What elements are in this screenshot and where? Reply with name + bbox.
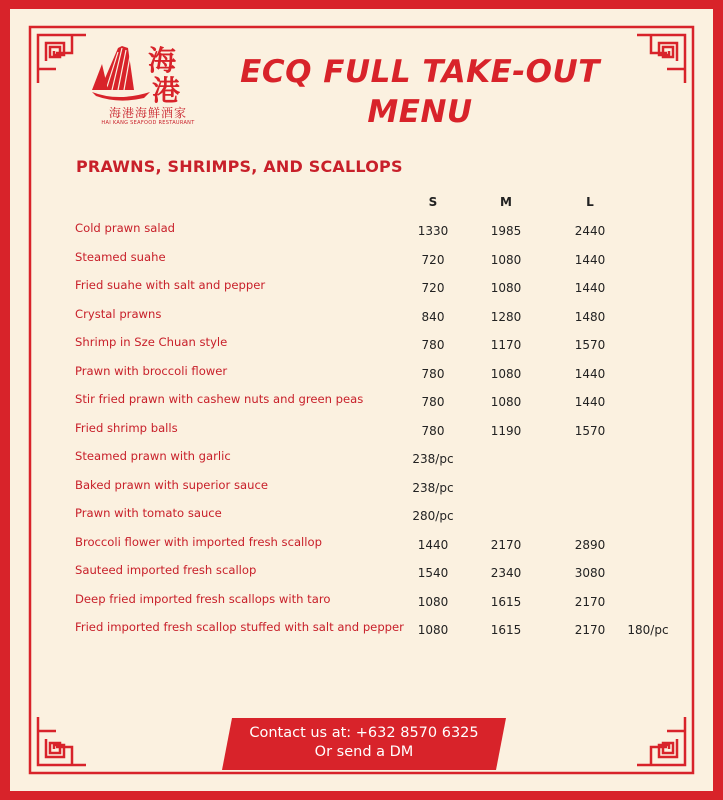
logo-chinese-name: 海港海鮮酒家 (108, 106, 187, 120)
price-small: 1540 (417, 566, 449, 580)
price-medium: 1190 (490, 423, 522, 438)
price-large: 2170 (574, 623, 606, 637)
menu-item-name: Broccoli flower with imported fresh scallop (75, 534, 322, 549)
price-small: 840 (421, 309, 445, 324)
menu-item-name: Prawn with broccoli flower (75, 363, 228, 378)
menu-item-row (0, 364, 723, 392)
contact-banner (222, 718, 506, 770)
price-extra: 180/pc (627, 623, 669, 637)
menu-item-name: Steamed suahe (75, 249, 166, 264)
price-small: 780 (421, 423, 445, 438)
menu-item-name: Fried suahe with salt and pepper (75, 278, 266, 292)
price-large: 1440 (574, 281, 606, 295)
menu-item-row (0, 250, 723, 278)
menu-item-row (0, 563, 723, 591)
price-medium: 1080 (490, 252, 522, 267)
menu-item-name: Cold prawn salad (75, 221, 176, 235)
price-medium: 1985 (490, 224, 522, 238)
price-large: 1570 (574, 423, 606, 438)
column-header-l: L (586, 195, 594, 209)
menu-item-row (0, 278, 723, 306)
price-small: 238/pc (412, 452, 454, 466)
price-small: 1330 (417, 224, 449, 238)
price-small: 238/pc (412, 480, 454, 495)
menu-item-row (0, 535, 723, 563)
menu-item-row (0, 221, 723, 249)
contact-phone: Contact us at: +632 8570 6325 (249, 725, 479, 741)
menu-item-name: Shrimp in Sze Chuan style (75, 335, 228, 349)
price-medium: 1170 (490, 338, 522, 352)
price-large: 2440 (574, 224, 606, 238)
restaurant-logo (88, 34, 208, 130)
menu-item-row (0, 335, 723, 363)
contact-dm: Or send a DM (314, 744, 414, 760)
menu-item-name: Sauteed imported fresh scallop (75, 563, 257, 577)
menu-item-name: Fried imported fresh scallop stuffed with salt and pepper (75, 620, 404, 634)
price-large: 1480 (574, 309, 606, 324)
price-small: 780 (421, 338, 445, 352)
menu-item-name: Crystal prawns (75, 306, 162, 321)
price-medium: 1280 (490, 309, 522, 324)
menu-item-row (0, 392, 723, 420)
menu-item-row (0, 620, 723, 648)
menu-item-name: Deep fried imported fresh scallops with taro (75, 591, 331, 606)
menu-item-name: Stir fried prawn with cashew nuts and green peas (75, 392, 364, 406)
price-medium: 2340 (490, 566, 522, 580)
price-medium: 1615 (490, 623, 522, 637)
price-large: 1440 (574, 252, 606, 267)
price-large: 2890 (574, 537, 606, 552)
title-line-1: ECQ FULL TAKE-OUT (240, 54, 600, 90)
menu-item-name: Fried shrimp balls (75, 420, 178, 435)
logo-glyph-2: 港 (152, 74, 181, 106)
logo-glyph-1: 海 (148, 44, 177, 77)
menu-title (200, 52, 640, 132)
price-large: 2170 (574, 594, 606, 609)
junk-boat-logo-icon (88, 34, 208, 106)
price-medium: 1080 (490, 366, 522, 381)
column-header-s: S (428, 195, 438, 209)
price-small: 280/pc (412, 509, 454, 523)
title-line-2: MENU (367, 94, 473, 130)
price-large: 3080 (574, 566, 606, 580)
price-medium: 2170 (490, 537, 522, 552)
price-medium: 1080 (490, 395, 522, 409)
price-large: 1440 (574, 366, 606, 381)
column-header-m: M (500, 195, 512, 209)
logo-english-name: HAI KANG SEAFOOD RESTAURANT (101, 120, 195, 126)
section-title: PRAWNS, SHRIMPS, AND SCALLOPS (76, 157, 403, 176)
menu-item-row (0, 449, 723, 477)
price-medium: 1615 (490, 594, 522, 609)
menu-item-name: Steamed prawn with garlic (75, 449, 231, 463)
price-small: 720 (421, 281, 445, 295)
price-small: 1080 (417, 594, 449, 609)
price-small: 1080 (417, 623, 449, 637)
menu-item-row (0, 506, 723, 534)
price-small: 720 (421, 252, 445, 267)
price-small: 780 (421, 395, 445, 409)
price-medium: 1080 (490, 281, 522, 295)
menu-item-row (0, 421, 723, 449)
price-small: 1440 (417, 537, 449, 552)
menu-item-name: Baked prawn with superior sauce (75, 477, 268, 492)
price-large: 1440 (574, 395, 606, 409)
price-small: 780 (421, 366, 445, 381)
menu-item-row (0, 478, 723, 506)
menu-item-row (0, 592, 723, 620)
price-large: 1570 (574, 338, 606, 352)
menu-item-name: Prawn with tomato sauce (75, 506, 222, 520)
menu-item-row (0, 307, 723, 335)
